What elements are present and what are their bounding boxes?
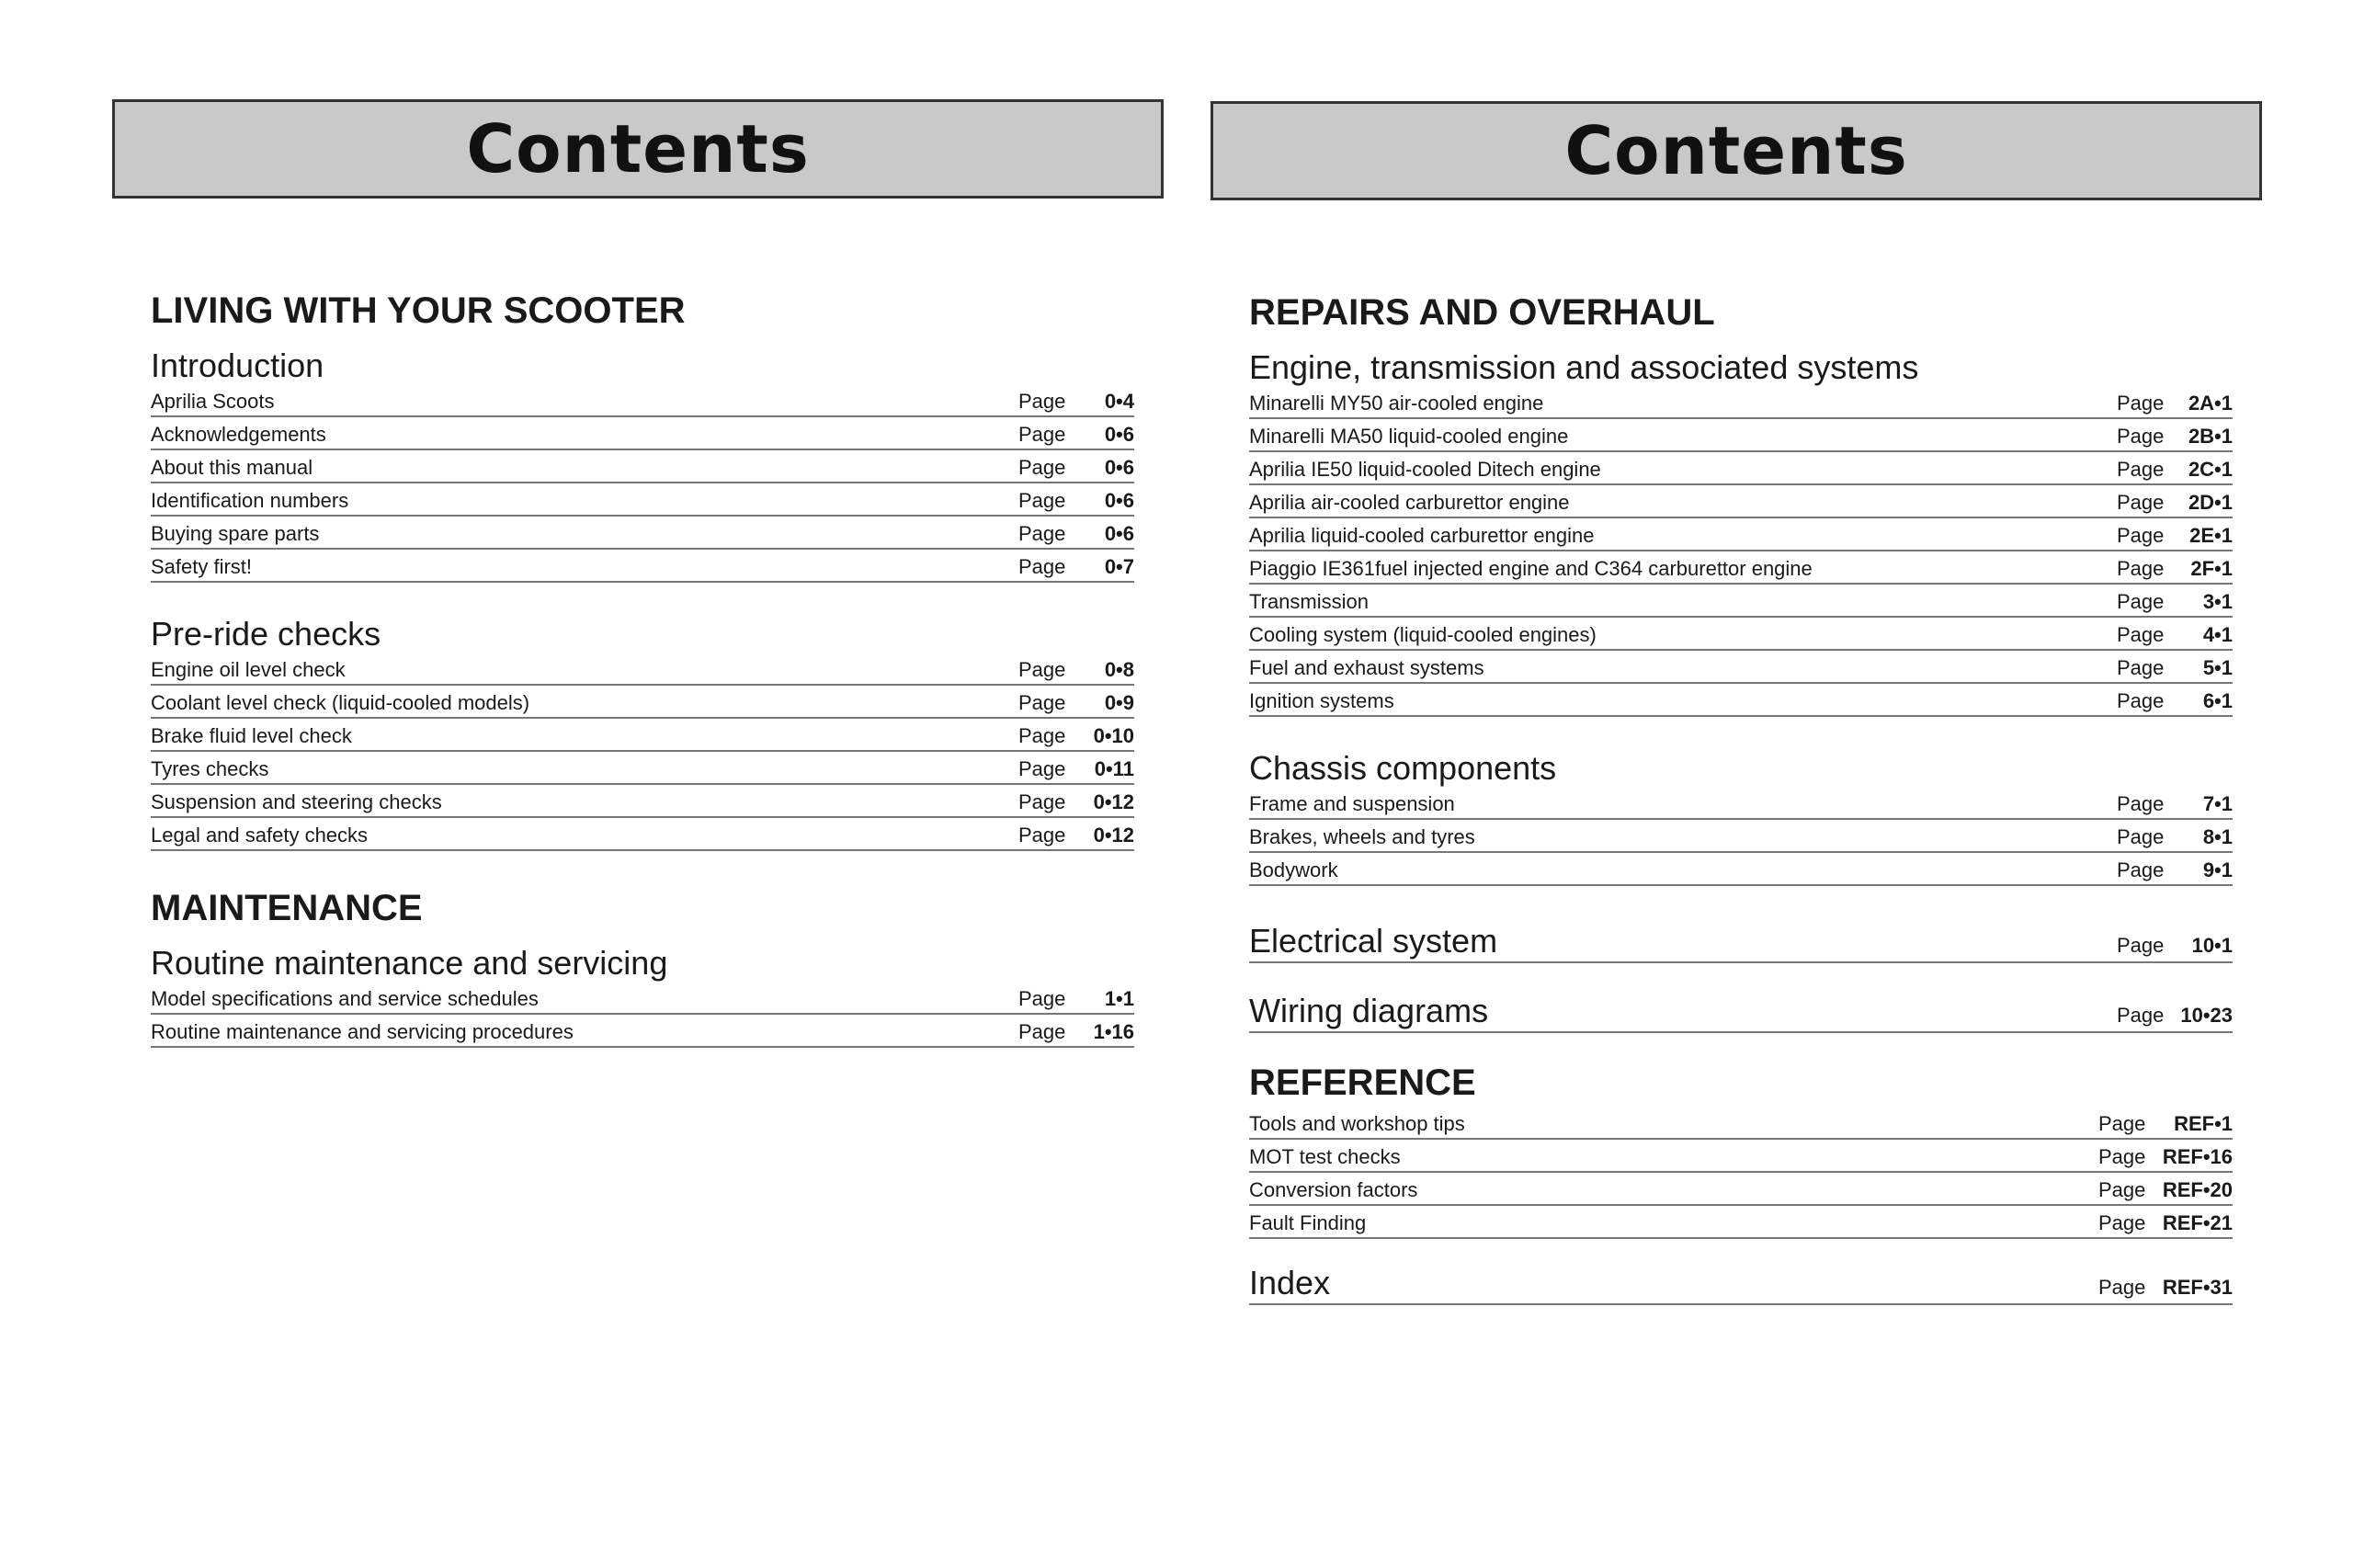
toc-label: Legal and safety checks	[151, 824, 369, 846]
toc-row[interactable]	[1249, 1108, 2233, 1140]
toc-list	[151, 983, 1134, 1048]
toc-page-word: Page	[2117, 792, 2165, 815]
toc-page-number: 2A•1	[2188, 392, 2233, 415]
toc-row[interactable]	[151, 452, 1134, 483]
section-heading: MAINTENANCE	[151, 888, 423, 928]
toc-page-word: Page	[1018, 390, 1066, 413]
toc-page-number: REF•1	[2174, 1112, 2233, 1135]
toc-page-number: 0•12	[1093, 790, 1134, 813]
toc-page-word: Page	[2117, 1004, 2165, 1027]
toc-page-word: Page	[2098, 1211, 2146, 1234]
toc-page-number: 0•6	[1104, 489, 1134, 512]
banner-title: Contents	[1564, 112, 1908, 189]
toc-page-word: Page	[1018, 987, 1066, 1010]
toc-page-word: Page	[2117, 458, 2165, 481]
toc-label: MOT test checks	[1249, 1145, 1401, 1168]
toc-row[interactable]	[1249, 553, 2233, 585]
toc-page-number: 0•7	[1104, 555, 1134, 578]
toc-page-word: Page	[1018, 824, 1066, 846]
banner-title: Contents	[466, 110, 810, 187]
toc-page-number: 2D•1	[2188, 491, 2233, 514]
toc-page-number: 6•1	[2202, 689, 2233, 712]
toc-row[interactable]	[151, 754, 1134, 785]
right-contents	[1249, 287, 2233, 1329]
toc-page-number: 7•1	[2202, 792, 2233, 815]
toc-row[interactable]	[1249, 421, 2233, 452]
toc-page-word: Page	[2117, 858, 2165, 881]
toc-row[interactable]	[151, 654, 1134, 686]
toc-page-number: 4•1	[2202, 623, 2233, 646]
toc-page-word: Page	[1018, 489, 1066, 512]
section-maintenance	[151, 882, 1134, 1048]
toc-label: Index	[1249, 1264, 1331, 1301]
toc-page-word: Page	[1018, 757, 1066, 780]
toc-row[interactable]	[151, 820, 1134, 851]
toc-row[interactable]	[151, 386, 1134, 417]
toc-row[interactable]	[1249, 487, 2233, 518]
toc-label: Piaggio IE361fuel injected engine and C364 carburettor engine	[1249, 557, 1813, 580]
group-engine	[1249, 347, 2233, 717]
toc-label: Identification numbers	[151, 489, 349, 512]
group-title: Introduction	[151, 347, 324, 384]
toc-label: Acknowledgements	[151, 423, 326, 446]
toc-page-number: REF•31	[2162, 1276, 2233, 1299]
section-repairs	[1249, 287, 2233, 1033]
toc-page-number: 0•10	[1093, 724, 1134, 747]
toc-row[interactable]	[1249, 653, 2233, 684]
toc-row[interactable]	[151, 721, 1134, 752]
toc-page-word: Page	[2117, 623, 2165, 646]
toc-label: Aprilia Scoots	[151, 390, 275, 413]
toc-page-word: Page	[1018, 658, 1066, 681]
toc-row-wiring[interactable]	[1249, 987, 2233, 1033]
toc-row[interactable]	[1249, 520, 2233, 551]
toc-page-number: 1•16	[1093, 1020, 1134, 1043]
toc-page-number: 0•6	[1104, 522, 1134, 545]
toc-page-word: Page	[1018, 691, 1066, 714]
toc-label: Wiring diagrams	[1249, 992, 1489, 1029]
toc-page-number: REF•16	[2162, 1145, 2233, 1168]
toc-row[interactable]	[1249, 1208, 2233, 1239]
section-heading: LIVING WITH YOUR SCOOTER	[151, 290, 686, 331]
group-introduction	[151, 346, 1134, 583]
toc-list	[151, 654, 1134, 851]
section-living	[151, 285, 1134, 851]
toc-row[interactable]	[1249, 1175, 2233, 1206]
toc-label: Transmission	[1249, 590, 1369, 613]
toc-row[interactable]	[151, 419, 1134, 450]
toc-row[interactable]	[151, 551, 1134, 583]
toc-page-word: Page	[2117, 825, 2165, 848]
toc-row[interactable]	[1249, 855, 2233, 886]
toc-list	[151, 386, 1134, 583]
toc-page-number: 0•8	[1104, 658, 1134, 681]
toc-label: Aprilia IE50 liquid-cooled Ditech engine	[1249, 458, 1601, 481]
toc-page-number: 10•1	[2191, 934, 2233, 957]
toc-label: Bodywork	[1249, 858, 1338, 881]
toc-row[interactable]	[151, 787, 1134, 818]
toc-page-number: 9•1	[2202, 858, 2233, 881]
toc-row-electrical[interactable]	[1249, 917, 2233, 963]
toc-label: Ignition systems	[1249, 689, 1394, 712]
toc-page-word: Page	[2098, 1276, 2146, 1299]
toc-page-word: Page	[2117, 590, 2165, 613]
toc-label: Electrical system	[1249, 922, 1498, 960]
toc-label: Frame and suspension	[1249, 792, 1455, 815]
section-heading: REFERENCE	[1249, 1062, 1476, 1103]
toc-page-word: Page	[1018, 423, 1066, 446]
toc-page-word: Page	[2117, 689, 2165, 712]
toc-label: Buying spare parts	[151, 522, 320, 545]
section-reference	[1249, 1057, 2233, 1305]
toc-label: Suspension and steering checks	[151, 790, 442, 813]
contents-banner	[1211, 101, 2262, 200]
toc-page-number: 0•6	[1104, 456, 1134, 479]
toc-label: Tyres checks	[151, 757, 269, 780]
toc-label: Tools and workshop tips	[1249, 1112, 1465, 1135]
toc-label: Aprilia air-cooled carburettor engine	[1249, 491, 1570, 514]
toc-page-word: Page	[2117, 557, 2165, 580]
toc-label: Minarelli MA50 liquid-cooled engine	[1249, 425, 1569, 448]
toc-page-number: 0•4	[1104, 390, 1134, 413]
toc-row[interactable]	[1249, 586, 2233, 618]
toc-page-number: 2F•1	[2190, 557, 2233, 580]
toc-page-word: Page	[1018, 555, 1066, 578]
toc-label: Fuel and exhaust systems	[1249, 656, 1484, 679]
toc-page-number: 0•6	[1104, 423, 1134, 446]
group-chassis	[1249, 748, 2233, 886]
toc-row[interactable]	[151, 1017, 1134, 1048]
toc-page-word: Page	[2098, 1145, 2146, 1168]
toc-row[interactable]	[1249, 388, 2233, 419]
toc-page-number: 10•23	[2180, 1004, 2233, 1027]
toc-page-word: Page	[2117, 656, 2165, 679]
toc-label: Model specifications and service schedules	[151, 987, 539, 1010]
toc-list	[1249, 789, 2233, 886]
toc-label: Conversion factors	[1249, 1178, 1418, 1201]
toc-label: Cooling system (liquid-cooled engines)	[1249, 623, 1597, 646]
toc-label: Engine oil level check	[151, 658, 346, 681]
toc-page-word: Page	[2117, 392, 2165, 415]
group-routine	[151, 943, 1134, 1048]
toc-page-word: Page	[2117, 934, 2165, 957]
toc-list	[1249, 1108, 2233, 1239]
toc-page-word: Page	[1018, 456, 1066, 479]
group-preride	[151, 614, 1134, 851]
toc-label: Aprilia liquid-cooled carburettor engine	[1249, 524, 1595, 547]
toc-row[interactable]	[1249, 619, 2233, 651]
toc-label: About this manual	[151, 456, 313, 479]
toc-label: Routine maintenance and servicing procedures	[151, 1020, 574, 1043]
toc-label: Minarelli MY50 air-cooled engine	[1249, 392, 1544, 415]
toc-page-number: 8•1	[2202, 825, 2233, 848]
toc-page-number: 0•12	[1093, 824, 1134, 846]
toc-page-word: Page	[1018, 522, 1066, 545]
toc-page-number: 2E•1	[2189, 524, 2233, 547]
toc-row[interactable]	[151, 687, 1134, 719]
group-title: Chassis components	[1249, 749, 1557, 787]
toc-row[interactable]	[1249, 789, 2233, 820]
contents-banner	[112, 99, 1164, 199]
toc-row[interactable]	[151, 518, 1134, 550]
toc-page-word: Page	[2098, 1178, 2146, 1201]
toc-row[interactable]	[1249, 822, 2233, 853]
toc-page-number: 0•9	[1104, 691, 1134, 714]
toc-row[interactable]	[1249, 454, 2233, 485]
toc-row[interactable]	[1249, 1142, 2233, 1173]
toc-page-word: Page	[2117, 524, 2165, 547]
section-heading: REPAIRS AND OVERHAUL	[1249, 292, 1715, 333]
toc-row[interactable]	[151, 983, 1134, 1015]
toc-page-word: Page	[2117, 425, 2165, 448]
toc-list	[1249, 388, 2233, 717]
toc-label: Safety first!	[151, 555, 253, 578]
toc-label: Coolant level check (liquid-cooled models)	[151, 691, 530, 714]
toc-row[interactable]	[151, 485, 1134, 517]
toc-page-word: Page	[1018, 790, 1066, 813]
toc-page-number: 2B•1	[2188, 425, 2233, 448]
toc-page-number: REF•20	[2162, 1178, 2233, 1201]
toc-row[interactable]	[1249, 686, 2233, 717]
toc-page-number: REF•21	[2162, 1211, 2233, 1234]
toc-page-number: 3•1	[2202, 590, 2233, 613]
toc-page-number: 2C•1	[2188, 458, 2233, 481]
group-reference	[1249, 1108, 2233, 1239]
toc-page-word: Page	[2098, 1112, 2146, 1135]
toc-page-number: 0•11	[1094, 757, 1134, 780]
toc-page-number: 5•1	[2202, 656, 2233, 679]
toc-page-number: 1•1	[1104, 987, 1134, 1010]
toc-row-index[interactable]	[1249, 1259, 2233, 1305]
left-contents	[151, 285, 1134, 1079]
group-title: Engine, transmission and associated systems	[1249, 348, 1919, 386]
toc-page-word: Page	[1018, 1020, 1066, 1043]
toc-label: Fault Finding	[1249, 1211, 1367, 1234]
toc-label: Brake fluid level check	[151, 724, 352, 747]
toc-page-word: Page	[1018, 724, 1066, 747]
toc-label: Brakes, wheels and tyres	[1249, 825, 1475, 848]
group-title: Routine maintenance and servicing	[151, 944, 668, 982]
toc-page-word: Page	[2117, 491, 2165, 514]
group-title: Pre-ride checks	[151, 615, 381, 653]
